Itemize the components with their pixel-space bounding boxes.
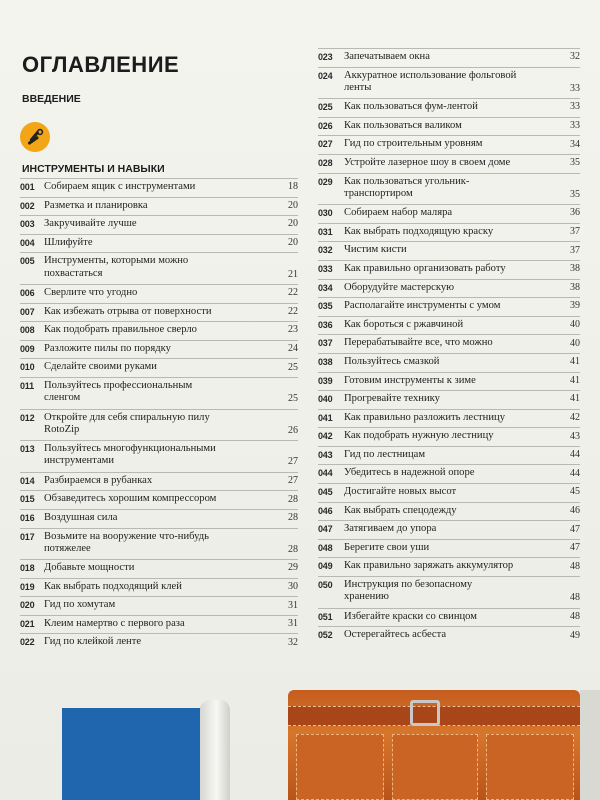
toc-entry-number: 049 [318, 561, 333, 572]
toc-entry-number: 043 [318, 449, 333, 460]
toc-entry-page: 25 [288, 361, 298, 373]
toc-entry-title [344, 375, 562, 387]
toc-entry-title-line: Прогревайте технику [344, 393, 440, 405]
toc-entry-number: 023 [318, 52, 333, 62]
toc-entry-title-line: Разметка и планировка [44, 199, 148, 211]
toc-entry [318, 520, 580, 539]
toc-entry-title-line: Как пользоваться фум-лентой [344, 101, 478, 113]
tools-icon [24, 126, 46, 148]
toc-entry-title [344, 300, 562, 312]
toc-entry-page: 37 [570, 226, 580, 238]
toc-entry-title-line: Затягиваем до упора [344, 523, 437, 535]
toc-entry-page: 33 [570, 101, 580, 113]
toc-entry-title-line: Пользуйтесь профессиональным [44, 379, 193, 391]
toc-entry-title-line: RotoZip [44, 423, 80, 435]
toc-entry-title [344, 282, 562, 294]
toc-entry [20, 321, 298, 340]
toc-entry-title [344, 467, 562, 479]
toc-entry-number: 035 [318, 301, 333, 312]
intro-heading: ВВЕДЕНИЕ [22, 93, 81, 105]
toc-entry-title-line: Достигайте новых высот [344, 486, 457, 498]
toc-entry-page: 41 [570, 356, 580, 368]
toc-entry [20, 490, 298, 509]
toc-entry-page: 34 [570, 138, 580, 150]
toc-entry [20, 596, 298, 615]
toc-entry-page: 48 [570, 560, 580, 572]
toc-entry-title-line: Как пользоваться валиком [344, 119, 462, 131]
toc-entry [318, 483, 580, 502]
toc-entry-number: 034 [318, 282, 333, 293]
toc-entry-title-line: Гид по хомутам [44, 599, 116, 611]
belt-buckle [410, 700, 440, 726]
toc-entry [318, 204, 580, 223]
tool-belt-photo [288, 690, 580, 800]
toc-entry-page: 41 [570, 393, 580, 405]
toc-entry-number: 036 [318, 319, 333, 330]
toc-entry-page: 32 [288, 636, 298, 648]
section-heading: ИНСТРУМЕНТЫ И НАВЫКИ [22, 163, 165, 175]
toc-entry-page: 33 [570, 82, 580, 94]
toc-entry-number: 028 [318, 157, 333, 168]
toc-entry-title-line: транспортиром [344, 187, 413, 199]
toc-entry-title [44, 324, 276, 336]
toc-entry-title [44, 493, 276, 505]
toc-entry-title-line: Гид по лестницам [344, 448, 426, 460]
toc-entry [318, 576, 580, 608]
toc-entry-page: 22 [288, 287, 298, 299]
toc-entry-page: 25 [288, 393, 298, 405]
belt-pocket [392, 734, 478, 800]
toc-entry-title-line: Чистим кисти [344, 244, 407, 256]
toc-entry [318, 539, 580, 558]
toc-entry [20, 234, 298, 253]
toc-entry [20, 409, 298, 441]
toc-entry [318, 297, 580, 316]
toc-entry-title [44, 636, 276, 648]
toc-entry [20, 358, 298, 377]
toc-entry-page: 35 [570, 157, 580, 169]
toc-entry [318, 626, 580, 645]
toc-entry-title [44, 200, 276, 212]
toc-entry-title [44, 475, 276, 487]
toc-entry-title [44, 443, 276, 468]
toc-entry-title [344, 244, 562, 256]
toc-entry-number: 029 [318, 176, 333, 187]
toc-entry-number: 010 [20, 362, 35, 373]
toc-entry-title-line: Собираем ящик с инструментами [44, 181, 196, 192]
toc-entry-number: 005 [20, 256, 35, 267]
toc-entry [20, 578, 298, 597]
toc-entry [20, 528, 298, 560]
toc-entry-title-line: Инструменты, которыми можно [44, 255, 189, 267]
toc-entry-title [44, 531, 276, 556]
toc-entry-page: 29 [288, 562, 298, 574]
toc-entry-page: 44 [570, 467, 580, 479]
toc-entry-page: 46 [570, 504, 580, 516]
toc-entry-page: 28 [288, 543, 298, 555]
toc-entry-title [344, 449, 562, 461]
toc-entry [318, 316, 580, 335]
toc-entry-number: 052 [318, 630, 333, 641]
toc-entry [318, 502, 580, 521]
toc-entry-number: 006 [20, 287, 35, 298]
toc-entry-page: 40 [570, 337, 580, 349]
toc-entry-title [344, 157, 562, 169]
toc-entry-title [344, 138, 562, 150]
toc-entry-title [344, 505, 562, 517]
toc-entry-page: 30 [288, 580, 298, 592]
toc-entry-title-line: Как пользоваться угольник- [344, 175, 470, 187]
toc-entry-title [44, 181, 276, 193]
toc-entry-page: 45 [570, 486, 580, 498]
toc-entry-page: 23 [288, 324, 298, 336]
toc-entry-page: 35 [570, 188, 580, 200]
toc-entry [20, 215, 298, 234]
toc-entry-page: 21 [288, 268, 298, 280]
toc-entry-number: 015 [20, 494, 35, 505]
toc-entry [318, 372, 580, 391]
toc-entry-title-line: Располагайте инструменты с умом [344, 300, 501, 312]
toc-entry-number: 003 [20, 219, 35, 230]
toc-entry-title-line: Гид по клейкой ленте [44, 636, 142, 648]
toc-entry-title-line: Пользуйтесь многофункциональными [44, 443, 216, 455]
toc-entry-title [44, 599, 276, 611]
toc-entry-title-line: Остерегайтесь асбеста [344, 629, 447, 641]
toc-entry-title-line: Готовим инструменты к зиме [344, 374, 476, 386]
page-edge-strip [580, 690, 600, 800]
toc-entry-title-line: Запечатываем окна [344, 51, 430, 62]
toc-entry-title [44, 361, 276, 373]
toc-entry-title [344, 579, 562, 604]
toc-entry-title-line: Как подобрать нужную лестницу [344, 430, 494, 442]
toc-entry-title-line: потяжелее [44, 542, 91, 554]
toc-entry-title [344, 207, 562, 219]
toc-entry-number: 040 [318, 394, 333, 405]
toc-entry-title [344, 523, 562, 535]
toc-entry-title-line: Клеим намертво с первого раза [44, 617, 185, 629]
toc-entry-page: 24 [288, 343, 298, 355]
toc-entry-number: 041 [318, 412, 333, 423]
toc-entry-number: 024 [318, 70, 333, 81]
toc-entry-number: 011 [20, 380, 34, 391]
toc-entry-title [344, 101, 562, 113]
toc-entry-number: 047 [318, 524, 333, 535]
toc-entry-title-line: инструментами [44, 455, 115, 467]
toc-entry-number: 004 [20, 237, 35, 248]
toc-entry-title [344, 356, 562, 368]
toc-entry-number: 042 [318, 431, 333, 442]
toc-entry-number: 013 [20, 444, 35, 455]
tools-badge [20, 122, 50, 152]
toc-entry-title-line: Сверлите что угодно [44, 286, 138, 298]
toc-entry-page: 32 [570, 51, 580, 63]
toc-entry-page: 43 [570, 430, 580, 442]
toc-entry-number: 050 [318, 580, 333, 591]
toc-entry-title [44, 380, 276, 405]
toc-entry [20, 472, 298, 491]
toc-entry-title [44, 512, 276, 524]
toc-entry-title-line: Как правильно организовать работу [344, 262, 506, 274]
toc-entry-page: 49 [570, 629, 580, 641]
toc-entry [318, 409, 580, 428]
toc-entry-number: 014 [20, 475, 35, 486]
toc-entry-number: 017 [20, 531, 35, 542]
toc-entry-title [344, 560, 562, 572]
page-title: ОГЛАВЛЕНИЕ [22, 52, 180, 77]
toc-entry-number: 046 [318, 505, 333, 516]
toc-entry-title-line: Обзаведитесь хорошим компрессором [44, 493, 217, 505]
toc-entry-number: 033 [318, 263, 333, 274]
toc-right-column [318, 48, 580, 645]
toc-entry [318, 98, 580, 117]
toc-entry-page: 38 [570, 281, 580, 293]
toc-entry [318, 557, 580, 576]
toc-entry [318, 223, 580, 242]
toc-entry [20, 252, 298, 284]
toc-entry-title [344, 486, 562, 498]
toc-entry-page: 28 [288, 493, 298, 505]
toc-entry-number: 009 [20, 343, 35, 354]
toc-entry [318, 117, 580, 136]
toc-entry-title-line: Как выбрать подходящий клей [44, 580, 182, 592]
toc-entry-title-line: сленгом [44, 392, 81, 404]
toc-entry-title-line: похвастаться [44, 267, 103, 279]
toc-entry-number: 032 [318, 245, 333, 256]
toc-entry [318, 334, 580, 353]
toc-entry-page: 42 [570, 411, 580, 423]
toc-entry [318, 279, 580, 298]
toc-entry [20, 559, 298, 578]
toc-entry-page: 44 [570, 449, 580, 461]
toc-entry-title [344, 393, 562, 405]
toc-entry-title [44, 255, 276, 280]
toc-entry-title-line: Гид по строительным уровням [344, 138, 483, 150]
toc-entry-number: 048 [318, 542, 333, 553]
toc-entry-title-line: Разбираемся в рубанках [44, 474, 153, 486]
toc-entry [20, 633, 298, 652]
toc-entry-title-line: Как подобрать правильное сверло [44, 324, 197, 336]
toc-entry-number: 002 [20, 200, 35, 211]
toc-entry-title-line: Аккуратное использование фольговой [344, 69, 517, 81]
toc-entry [318, 173, 580, 205]
toc-entry-title-line: Шлифуйте [44, 236, 93, 248]
toc-entry-title-line: Сделайте своими руками [44, 361, 157, 373]
toc-entry-title [344, 430, 562, 442]
toc-entry-title [44, 562, 276, 574]
belt-pocket [486, 734, 574, 800]
toc-entry-title [344, 611, 562, 623]
toc-entry-number: 037 [318, 338, 333, 349]
toc-entry [20, 178, 298, 197]
toc-entry-page: 40 [570, 319, 580, 331]
toc-entry-number: 022 [20, 637, 35, 648]
toc-entry-page: 20 [288, 237, 298, 249]
toc-entry-title-line: Берегите свои уши [344, 541, 430, 553]
toc-entry-title-line: Оборудуйте мастерскую [344, 281, 455, 293]
toc-entry-number: 008 [20, 325, 35, 336]
toc-entry [318, 446, 580, 465]
toc-entry-number: 018 [20, 563, 35, 574]
toc-entry [20, 377, 298, 409]
toc-entry [318, 241, 580, 260]
toc-entry-title-line: ленты [344, 81, 372, 93]
toc-entry [318, 260, 580, 279]
toc-entry-title [44, 343, 276, 355]
toc-entry-title [44, 306, 276, 318]
toc-entry-page: 37 [570, 244, 580, 256]
blue-tarp-photo [62, 708, 212, 800]
toc-entry [318, 154, 580, 173]
toc-entry-title [344, 629, 562, 641]
toc-entry-title [44, 237, 276, 249]
toc-entry-number: 031 [318, 226, 333, 237]
toc-entry-page: 18 [288, 181, 298, 193]
toc-entry-page: 20 [288, 199, 298, 211]
toc-entry-page: 47 [570, 523, 580, 535]
toc-entry-number: 027 [318, 139, 333, 150]
toc-entry [318, 464, 580, 483]
toc-entry-title [344, 120, 562, 132]
toc-entry [318, 608, 580, 627]
toc-entry-title-line: Как выбрать подходящую краску [344, 225, 494, 237]
toc-entry [318, 427, 580, 446]
toc-entry-title-line: Как правильно заряжать аккумулятор [344, 560, 514, 572]
toc-entry-title [44, 412, 276, 437]
toc-entry [20, 197, 298, 216]
toc-entry-title [44, 218, 276, 230]
toc-entry-title-line: Убедитесь в надежной опоре [344, 467, 475, 479]
toc-entry-page: 41 [570, 374, 580, 386]
toc-entry-number: 021 [20, 618, 35, 629]
toc-entry-number: 038 [318, 356, 333, 367]
toc-entry-title-line: Избегайте краски со свинцом [344, 610, 477, 622]
toc-entry-page: 48 [570, 592, 580, 604]
toc-entry-title [44, 287, 276, 299]
toc-entry-title [344, 176, 562, 201]
toc-entry [318, 48, 580, 67]
toc-entry-title-line: Закручивайте лучше [44, 218, 137, 230]
toc-entry-number: 045 [318, 487, 333, 498]
toc-entry-page: 26 [288, 424, 298, 436]
toc-entry [318, 390, 580, 409]
toc-entry-number: 039 [318, 375, 333, 386]
toc-entry-page: 36 [570, 207, 580, 219]
toc-entry [20, 440, 298, 472]
toc-entry-number: 025 [318, 102, 333, 113]
toc-entry-number: 016 [20, 512, 35, 523]
toc-entry-title [344, 337, 562, 349]
toc-entry-title-line: Воздушная сила [44, 511, 118, 523]
toc-entry-title [344, 542, 562, 554]
toc-entry-number: 012 [20, 412, 35, 423]
toc-entry-page: 31 [288, 599, 298, 611]
paper-roll-photo [200, 700, 230, 800]
toc-entry-title [44, 581, 276, 593]
toc-entry-page: 38 [570, 263, 580, 275]
toc-entry-number: 019 [20, 581, 35, 592]
toc-entry-page: 20 [288, 218, 298, 230]
toc-entry-title-line: Перерабатывайте все, что можно [344, 337, 493, 349]
toc-entry-title-line: Возьмите на вооружение что-нибудь [44, 530, 209, 542]
toc-entry-page: 27 [288, 475, 298, 487]
toc-entry-title-line: Как бороться с ржавчиной [344, 318, 464, 330]
toc-entry-number: 001 [20, 182, 35, 192]
toc-entry-number: 044 [318, 468, 333, 479]
toc-entry-page: 47 [570, 542, 580, 554]
toc-entry-title-line: Разложите пилы по порядку [44, 342, 171, 354]
toc-entry-number: 051 [318, 611, 333, 622]
toc-entry [318, 67, 580, 99]
toc-entry-title [344, 263, 562, 275]
toc-entry-number: 030 [318, 208, 333, 219]
toc-entry-number: 026 [318, 120, 333, 131]
toc-entry-title [344, 226, 562, 238]
toc-entry-title-line: Устройте лазерное шоу в своем доме [344, 156, 511, 168]
toc-entry-title-line: Инструкция по безопасному [344, 579, 473, 591]
toc-entry-title-line: хранению [344, 591, 389, 603]
toc-entry-page: 39 [570, 300, 580, 312]
toc-entry-title [44, 618, 276, 630]
toc-entry-title-line: Собираем набор маляра [344, 207, 453, 219]
toc-entry [318, 135, 580, 154]
toc-entry-title [344, 412, 562, 424]
toc-entry-page: 33 [570, 120, 580, 132]
toc-entry [20, 284, 298, 303]
toc-entry-page: 27 [288, 456, 298, 468]
toc-entry [20, 615, 298, 634]
toc-entry-page: 22 [288, 305, 298, 317]
toc-entry-title-line: Откройте для себя спиральную пилу [44, 411, 210, 423]
toc-entry-number: 007 [20, 306, 35, 317]
toc-entry-title-line: Как правильно разложить лестницу [344, 411, 505, 423]
toc-entry-number: 020 [20, 600, 35, 611]
toc-entry-page: 28 [288, 512, 298, 524]
toc-entry-title-line: Как выбрать спецодежду [344, 504, 457, 516]
toc-entry-title-line: Пользуйтесь смазкой [344, 355, 440, 367]
toc-entry-page: 31 [288, 618, 298, 630]
toc-entry-title-line: Как избежать отрыва от поверхности [44, 305, 212, 317]
toc-entry [318, 353, 580, 372]
toc-entry-title [344, 319, 562, 331]
toc-entry-page: 48 [570, 610, 580, 622]
toc-entry [20, 509, 298, 528]
toc-entry [20, 340, 298, 359]
toc-left-column [20, 178, 298, 652]
toc-entry-title [344, 70, 562, 95]
toc-entry-title [344, 51, 562, 63]
belt-pocket [296, 734, 384, 800]
toc-entry [20, 303, 298, 322]
toc-entry-title-line: Добавьте мощности [44, 562, 135, 574]
